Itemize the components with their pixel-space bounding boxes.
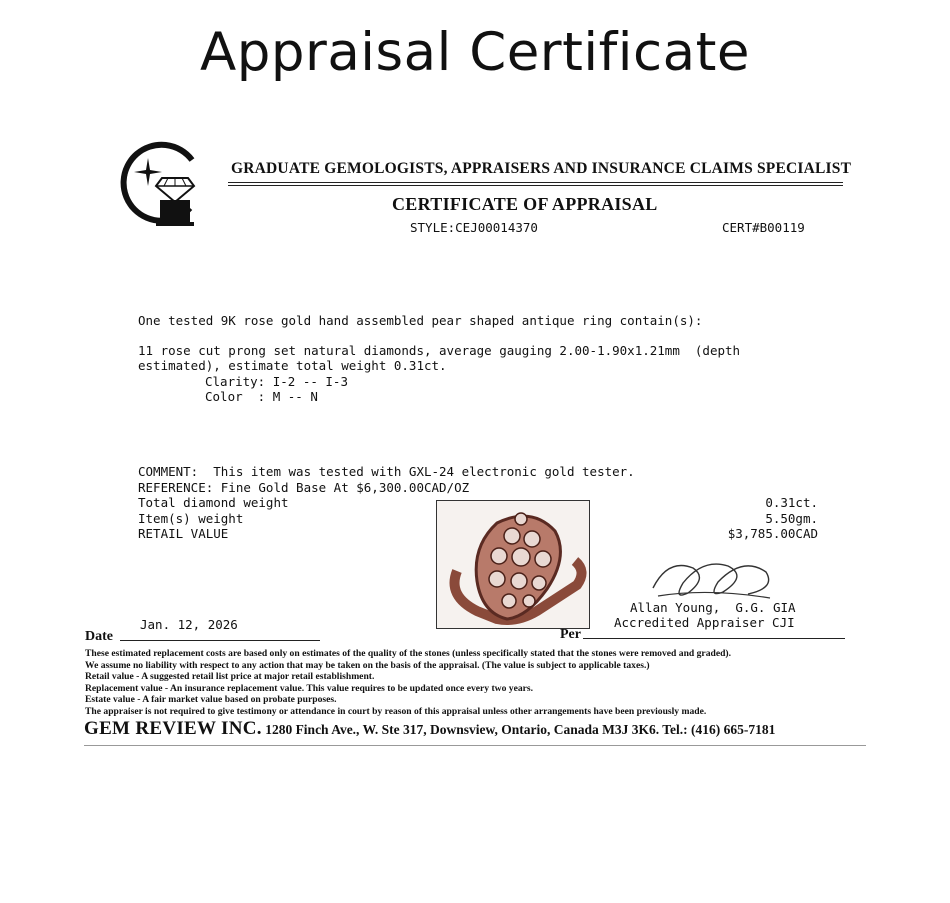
disclaimer-block [85, 648, 875, 717]
style-number: STYLE:CEJ00014370 [410, 220, 538, 235]
row-value-diamond-weight: 0.31ct. [765, 495, 818, 510]
disclaimer-line: These estimated replacement costs are based only on estimates of the quality of the stones (unless specifically stated that the stones were removed and graded). [85, 648, 732, 659]
company-address: 1280 Finch Ave., W. Ste 317, Downsview, Ontario, Canada M3J 3K6. Tel.: (416) 665-7181 [261, 722, 776, 737]
date-line [120, 640, 320, 641]
cert-number: CERT#B00119 [722, 220, 805, 235]
comment-line: COMMENT: This item was tested with GXL-24 electronic gold tester. [138, 464, 635, 479]
organization-name: GRADUATE GEMOLOGISTS, APPRAISERS AND INSURANCE CLAIMS SPECIALIST [231, 160, 852, 177]
header-rule-2 [228, 185, 843, 186]
company-name: GEM REVIEW INC. [84, 718, 262, 739]
header-rule [228, 182, 843, 183]
ring-image-icon [437, 501, 589, 628]
certificate-heading: CERTIFICATE OF APPRAISAL [392, 194, 658, 214]
per-label: Per [560, 627, 581, 642]
appraisal-date: Jan. 12, 2026 [140, 617, 238, 632]
clarity-grade: Clarity: I-2 -- I-3 [205, 374, 348, 389]
row-label-item-weight: Item(s) weight [138, 511, 244, 526]
color-grade: Color : M -- N [205, 389, 318, 404]
row-value-item-weight: 5.50gm. [765, 511, 818, 526]
company-footer [84, 718, 775, 740]
gem-logo-icon [112, 138, 204, 230]
page-title: Appraisal Certificate [200, 22, 750, 83]
disclaimer-line: The appraiser is not required to give testimony or attendance in court by reason of this appraisal unless other arrangements have been previously made. [85, 705, 707, 717]
disclaimer-line: Retail value - A suggested retail list price at major retail establishment. [85, 671, 375, 682]
ring-photo [436, 500, 590, 629]
disclaimer-line: Replacement value - An insurance replacement value. This value requires to be updated once every two years. [85, 682, 534, 694]
stones-line-2: estimated), estimate total weight 0.31ct. [138, 358, 447, 373]
per-line [583, 638, 845, 639]
row-value-retail-value: $3,785.00CAD [727, 526, 818, 541]
date-label: Date [85, 629, 113, 644]
stones-line-1: 11 rose cut prong set natural diamonds, average gauging 2.00-1.90x1.21mm (depth [138, 343, 741, 358]
disclaimer-line: We assume no liability with respect to any action that may be taken on the basis of the appraisal. (The value is subject to applicable taxes.) [85, 659, 650, 671]
reference-line: REFERENCE: Fine Gold Base At $6,300.00CAD/OZ [138, 480, 470, 495]
appraiser-title: Accredited Appraiser CJI [614, 615, 795, 630]
item-description: One tested 9K rose gold hand assembled pear shaped antique ring contain(s): [138, 313, 703, 328]
signature-icon [648, 548, 778, 608]
footer-rule [84, 745, 866, 746]
row-label-retail-value: RETAIL VALUE [138, 526, 229, 541]
disclaimer-line: Estate value - A fair market value based on probate purposes. [85, 694, 337, 705]
row-label-diamond-weight: Total diamond weight [138, 495, 289, 510]
appraiser-name: Allan Young, G.G. GIA [630, 600, 796, 615]
